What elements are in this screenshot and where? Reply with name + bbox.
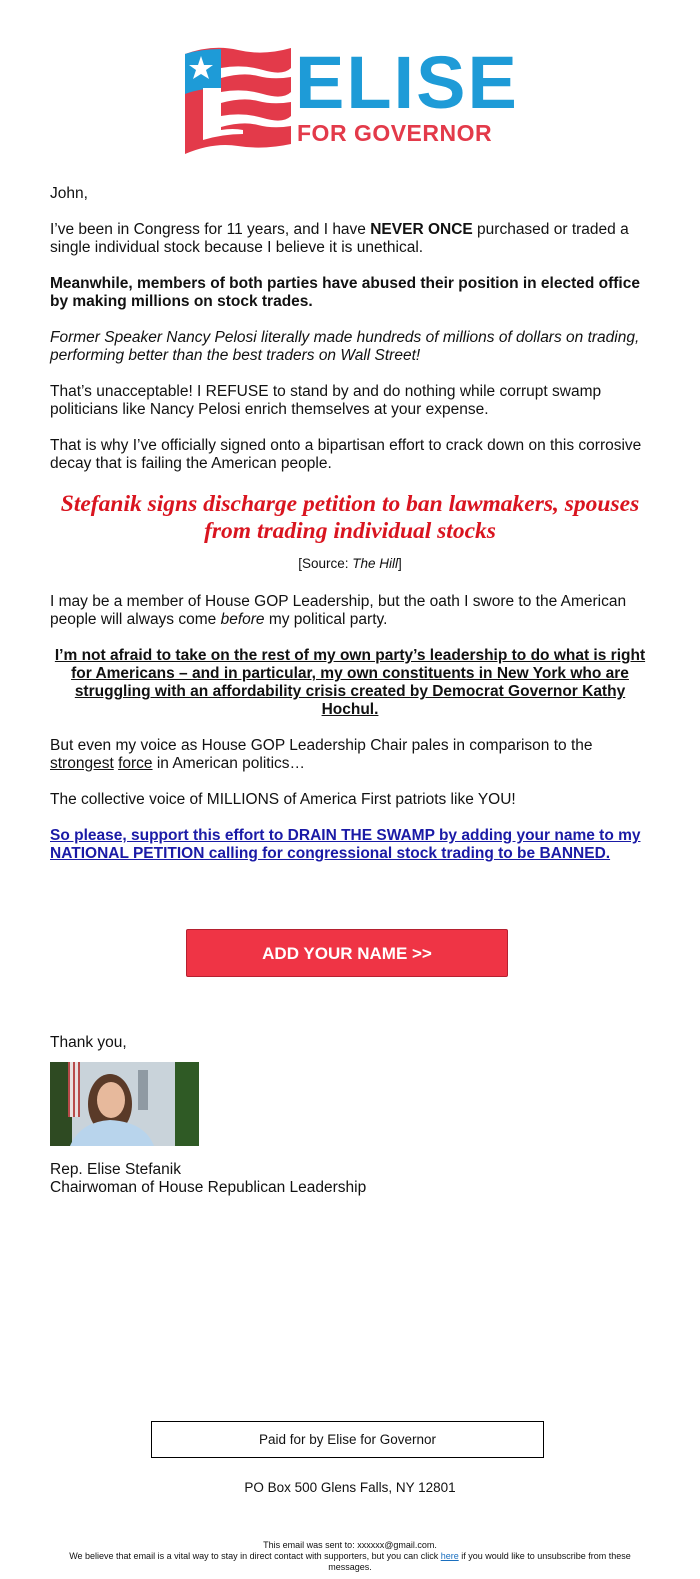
- petition-link[interactable]: So please, support this effort to DRAIN THE SWAMP by adding your name to my NATIONAL PETITION calling for congressional stock trading to be BANNED.: [50, 827, 641, 862]
- email-body: [50, 185, 650, 881]
- logo-wordmark: ELISE: [295, 41, 519, 124]
- portrait-image: [50, 1062, 199, 1146]
- paragraph-millions: The collective voice of MILLIONS of America First patriots like YOU!: [50, 791, 516, 808]
- unsubscribe-notice: We believe that email is a vital way to stay in direct contact with supporters, but you can click here if you would like to unsubscribe from these messages.: [69, 1551, 631, 1572]
- sent-to-notice: This email was sent to: xxxxxx@gmail.com.: [263, 1540, 437, 1550]
- source-citation: [Source: The Hill]: [298, 556, 402, 571]
- paragraph-abuse: Meanwhile, members of both parties have abused their position in elected office by making millions on stock trades.: [50, 275, 640, 310]
- elise-for-governor-logo: [183, 41, 519, 156]
- paragraph-refuse: That’s unacceptable! I REFUSE to stand by and do nothing while corrupt swamp politicians like Nancy Pelosi enrich themselves at your expense.: [50, 383, 602, 418]
- signature: [50, 1161, 366, 1197]
- paragraph-not-afraid: I’m not afraid to take on the rest of my own party’s leadership to do what is right for Americans – and in particular, my own constituents in New York who are struggling with an affordability crisis created by Democrat Governor Kathy Hochul.: [54, 647, 646, 718]
- flag-e-icon: [183, 44, 293, 156]
- paragraph-bipartisan: That is why I’ve officially signed onto a bipartisan effort to crack down on this corrosive decay that is failing the American people.: [50, 437, 642, 472]
- news-headline: Stefanik signs discharge petition to ban lawmakers, spouses from trading individual stocks: [60, 491, 640, 544]
- signature-title: Chairwoman of House Republican Leadership: [50, 1179, 367, 1196]
- paragraph-voice: But even my voice as House GOP Leadership Chair pales in comparison to the strongest force in American politics…: [50, 737, 593, 772]
- footer-notice: [50, 1540, 650, 1573]
- unsubscribe-link[interactable]: here: [440, 1551, 459, 1561]
- paragraph-congress: I’ve been in Congress for 11 years, and I have NEVER ONCE purchased or traded a single individual stock because I believe it is unethical.: [50, 221, 629, 256]
- add-your-name-button[interactable]: ADD YOUR NAME >>: [186, 929, 508, 977]
- mailing-address: PO Box 500 Glens Falls, NY 12801: [244, 1480, 456, 1495]
- closing: Thank you,: [50, 1034, 127, 1051]
- paragraph-pelosi: Former Speaker Nancy Pelosi literally made hundreds of millions of dollars on trading, performing better than the best traders on Wall Street!: [50, 329, 640, 364]
- signature-name: Rep. Elise Stefanik: [50, 1161, 181, 1178]
- never-once-emphasis: NEVER ONCE: [370, 221, 473, 238]
- paid-for-disclaimer: Paid for by Elise for Governor: [151, 1421, 544, 1458]
- paragraph-oath: I may be a member of House GOP Leadership, but the oath I swore to the American people will always come before my political party.: [50, 593, 627, 628]
- signature-photo: [50, 1062, 199, 1146]
- logo-tagline: FOR GOVERNOR: [297, 120, 493, 146]
- greeting: John,: [50, 185, 88, 202]
